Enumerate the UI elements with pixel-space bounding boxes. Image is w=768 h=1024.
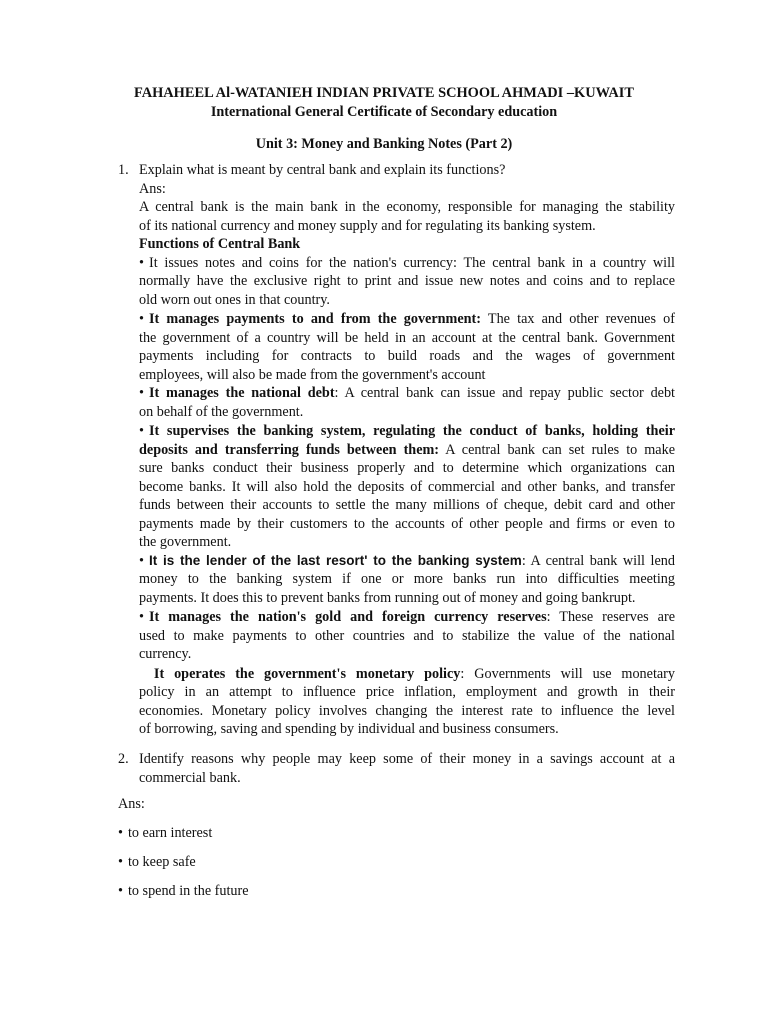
- function-text: : Governments will use monetary: [460, 665, 676, 682]
- text-line: [139, 552, 675, 571]
- function-text: : A central bank can issue and repay public sector debt: [334, 385, 675, 401]
- text-line: currency.: [139, 646, 192, 662]
- text-line: the government of a country will be held in an account at the central bank. Government: [139, 329, 675, 346]
- function-title: • It supervises the banking system, regulating the conduct of banks, holding their: [139, 422, 675, 441]
- text-line: [139, 441, 675, 460]
- question-body: [139, 161, 675, 739]
- answer-item: • to keep safe: [118, 853, 196, 871]
- text-line: old worn out ones in that country.: [139, 291, 330, 308]
- question-text: Explain what is meant by central bank and explain its functions?: [139, 162, 506, 178]
- question-1: [118, 161, 675, 739]
- function-title: It manages the nation's gold and foreign currency reserves: [148, 609, 547, 625]
- question-text: commercial bank.: [139, 769, 241, 786]
- unit-title: Unit 3: Money and Banking Notes (Part 2): [255, 136, 513, 152]
- function-title: It is the lender of the last resort' to the banking system: [148, 552, 522, 568]
- text-line: economies. Monetary policy involves changing the interest rate to influence the level: [139, 702, 675, 719]
- text-line: payments made by their customers to the accounts of other people and firms or even to: [139, 515, 675, 532]
- function-text: : These reserves are: [546, 609, 675, 625]
- certificate-title: International General Certificate of Secondary education: [210, 104, 558, 120]
- central-bank-definition: [139, 198, 675, 235]
- text-line: the government.: [139, 534, 232, 550]
- text-line: • It issues notes and coins for the nation's currency: The central bank in a country will: [139, 254, 675, 273]
- function-item-7: [139, 665, 675, 739]
- function-item-5: [139, 552, 675, 608]
- text-line: funds between their accounts to settle the many millions of cheque, debit card and other: [139, 497, 675, 513]
- question-text: Identify reasons why people may keep some of their money in a savings account at a: [139, 751, 675, 767]
- question-number: 2.: [118, 751, 129, 767]
- text-line: policy in an attempt to influence price inflation, employment and growth in their: [139, 684, 675, 700]
- function-title: It operates the government's monetary policy: [153, 665, 461, 682]
- function-item-2: [139, 310, 675, 384]
- answer-item: • to spend in the future: [118, 882, 249, 900]
- function-title: It manages the national debt: [148, 385, 335, 401]
- function-item-3: [139, 384, 675, 421]
- question-2: [118, 750, 675, 787]
- text-line: [139, 665, 675, 684]
- text-line: of its national currency and money supply and for regulating its banking system.: [139, 217, 596, 234]
- answer-item: • to earn interest: [118, 824, 212, 842]
- text-line: [139, 608, 675, 627]
- function-title: deposits and transferring funds between them:: [139, 441, 440, 458]
- function-item-4: [139, 422, 675, 552]
- document-header: [0, 84, 768, 154]
- question-number: 1.: [118, 162, 129, 178]
- text-line: of borrowing, saving and spending by individual and business consumers.: [139, 721, 559, 737]
- text-line: [139, 310, 675, 329]
- answer-label: Ans:: [118, 796, 145, 812]
- text-line: [139, 384, 675, 403]
- function-item-6: [139, 608, 675, 664]
- text-line: employees, will also be made from the government's account: [139, 366, 486, 383]
- text-line: payments including for contracts to build roads and the wages of government: [139, 348, 675, 364]
- functions-heading: Functions of Central Bank: [139, 236, 301, 252]
- text-line: become banks. It will also hold the deposits of commercial and other banks, and transfer: [139, 478, 675, 495]
- function-text: : A central bank will lend: [521, 552, 675, 569]
- text-line: sure banks conduct their business properly and to determine which organizations can: [139, 460, 675, 476]
- school-name: FAHAHEEL Al-WATANIEH INDIAN PRIVATE SCHOOL AHMADI –KUWAIT: [133, 85, 634, 101]
- function-text: The tax and other revenues of: [481, 311, 675, 327]
- function-item-1: [139, 254, 675, 310]
- function-title: It manages payments to and from the government:: [148, 311, 481, 327]
- function-text: A central bank can set rules to make: [439, 441, 675, 458]
- text-line: money to the banking system if one or more banks run into difficulties meeting: [139, 571, 675, 587]
- answer-label: Ans:: [139, 180, 166, 197]
- text-line: A central bank is the main bank in the economy, responsible for managing the stability: [139, 199, 675, 215]
- text-line: normally have the exclusive right to print and issue new notes and coins and to replace: [139, 273, 675, 289]
- text-line: used to make payments to other countries and to stabilize the value of the national: [139, 627, 675, 644]
- text-line: payments. It does this to prevent banks from running out of money and going bankrupt.: [139, 589, 636, 606]
- question-body: [139, 750, 675, 787]
- text-line: on behalf of the government.: [139, 403, 304, 420]
